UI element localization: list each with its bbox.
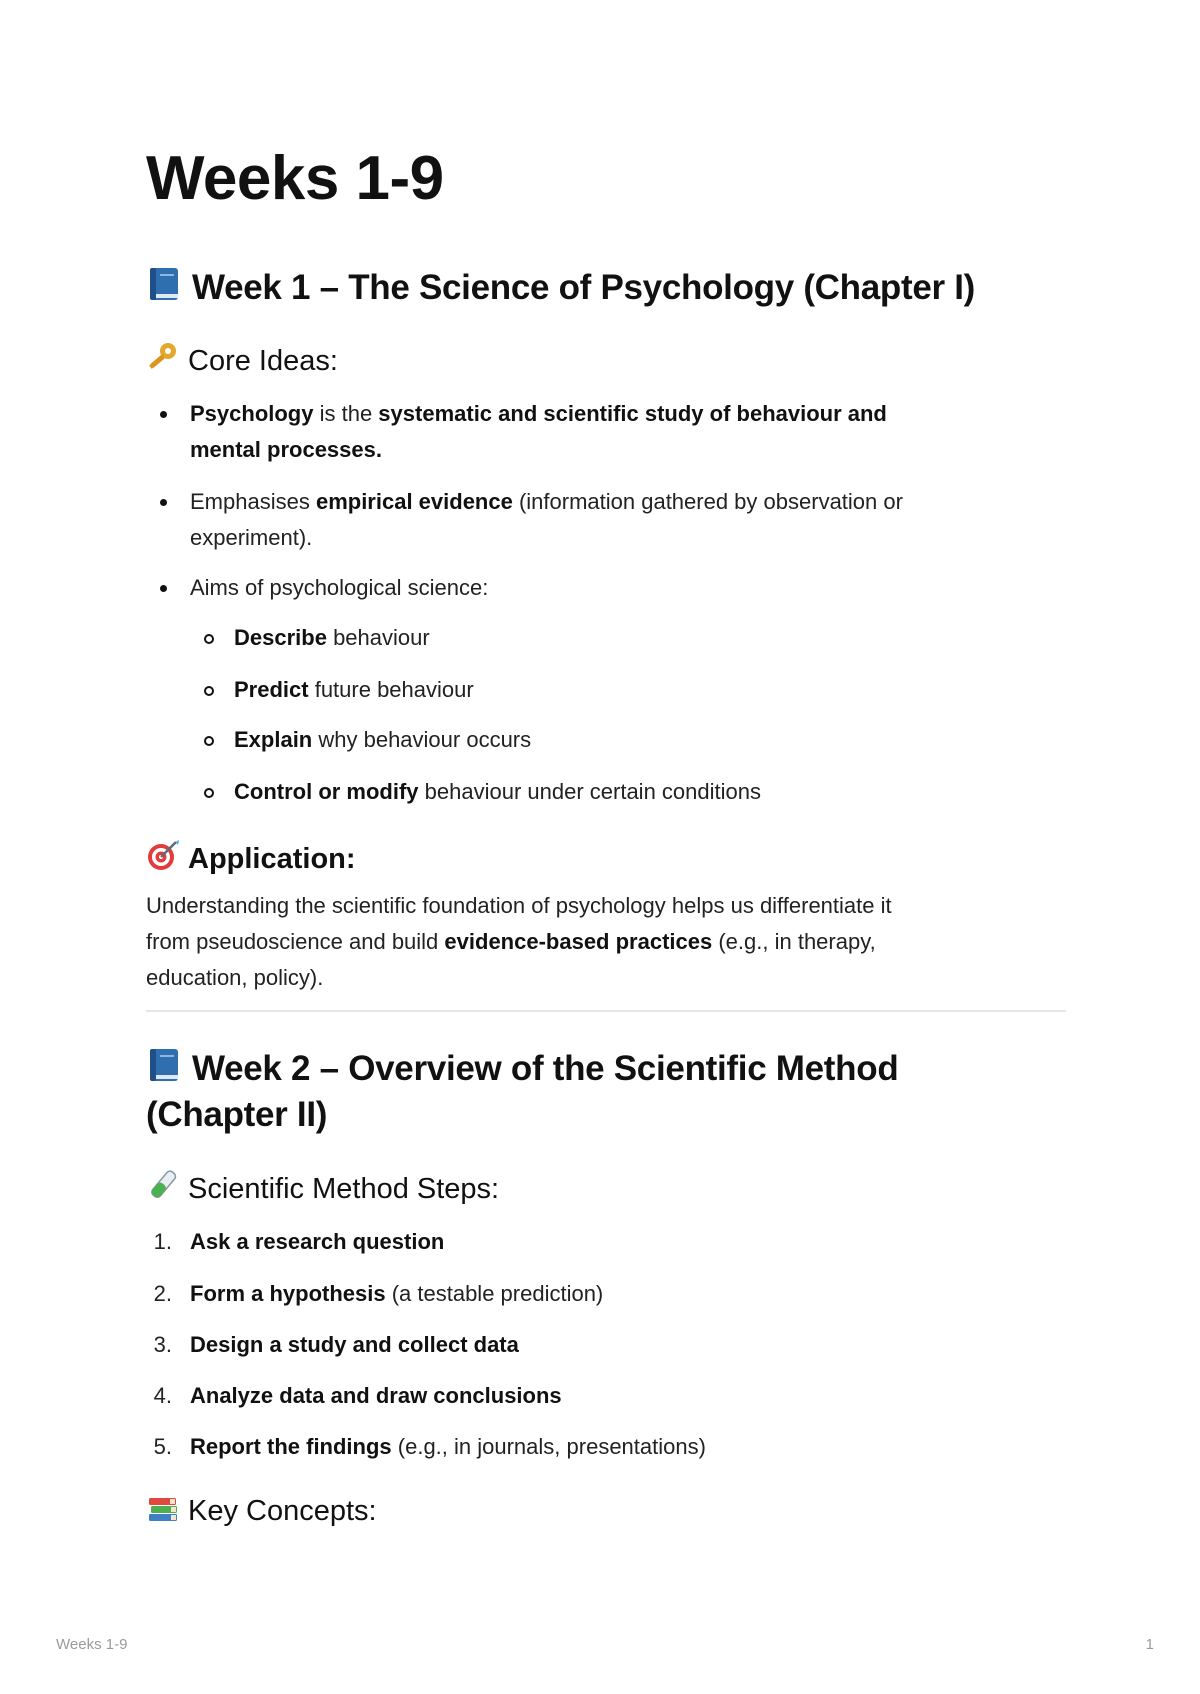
method-step [190,1327,519,1363]
text-span: behaviour under certain conditions [418,779,761,804]
bullet-marker [160,411,167,418]
week1-heading [146,265,975,315]
aim-item [234,672,474,708]
bold-span: Analyze data and draw conclusions [190,1383,562,1408]
text-span: (e.g., in therapy, [712,929,876,954]
application-line-3: education, policy). [146,965,324,990]
week1-heading-text: Week 1 – The Science of Psychology (Chapter I) [192,268,976,307]
bullet-marker [160,585,167,592]
text-span: (e.g., in journals, presentations) [391,1434,706,1459]
sub-bullet-marker [204,788,214,798]
list-number: 3. [153,1332,172,1357]
list-number: 5. [153,1434,172,1459]
bold-span: mental processes. [190,437,382,462]
list-number: 4. [153,1383,172,1408]
method-step [190,1429,706,1465]
core-ideas-heading-text: Core Ideas: [188,345,338,377]
text-span: (a testable prediction) [385,1281,604,1306]
term-psychology: Psychology [190,401,314,426]
term-empirical-evidence: empirical evidence [315,489,513,514]
sub-bullet-marker [204,634,214,644]
application-line-2 [146,924,876,960]
list-number: 2. [153,1281,172,1306]
footer-document-title: Weeks 1-9 [56,1636,128,1653]
blue-book-icon [146,1046,184,1096]
bold-span: Describe [234,625,327,650]
test-tube-icon [146,1168,180,1211]
bold-span: Predict [234,677,309,702]
text-span: why behaviour occurs [312,727,532,752]
core-bullet-2 [190,484,903,520]
text-span: Emphasises [190,489,316,514]
bold-span: Report the findings [190,1434,392,1459]
text-span: future behaviour [308,677,474,702]
key-icon [146,340,180,383]
core-ideas-heading [146,340,338,383]
method-step [190,1224,444,1260]
method-steps-heading-text: Scientific Method Steps: [188,1173,500,1205]
text-span: behaviour [326,625,430,650]
bold-span: Ask a research question [190,1229,445,1254]
text-span: (information gathered by observation or [512,489,903,514]
text-span: from pseudoscience and build [146,929,445,954]
sub-bullet-marker [204,686,214,696]
books-icon [146,1490,180,1533]
section-divider [146,1010,1066,1012]
week2-heading-cont: (Chapter II) [146,1095,328,1134]
page-title: Weeks 1-9 [146,144,444,213]
core-bullet-1-cont [190,432,382,468]
key-concepts-heading [146,1490,377,1533]
term-evidence-based-practices: evidence-based practices [444,929,713,954]
week2-heading-text: Week 2 – Overview of the Scientific Method [192,1049,899,1088]
core-bullet-2-cont: experiment). [190,525,313,550]
core-bullet-1 [190,396,887,432]
bullet-marker [160,499,167,506]
list-number: 1. [153,1229,172,1254]
sub-bullet-marker [204,736,214,746]
key-concepts-heading-text: Key Concepts: [188,1495,377,1527]
bold-span: Form a hypothesis [190,1281,386,1306]
week2-heading [146,1046,898,1096]
bold-span: Explain [234,727,313,752]
bold-span: Design a study and collect data [190,1332,519,1357]
blue-book-icon [146,265,184,315]
footer-page-number: 1 [1145,1636,1154,1653]
aim-item [234,722,531,758]
text-span: is the [313,401,379,426]
method-step [190,1276,603,1312]
method-step [190,1378,562,1414]
aim-item [234,620,430,656]
aim-item [234,774,761,810]
bold-span: Control or modify [234,779,419,804]
application-line-1: Understanding the scientific foundation of psychology helps us differentiate it [146,893,892,918]
method-steps-heading [146,1168,499,1211]
application-heading [146,838,356,881]
target-icon [146,838,180,881]
core-bullet-3: Aims of psychological science: [190,575,489,600]
bold-span: systematic and scientific study of behaviour and [378,401,887,426]
application-heading-text: Application: [188,843,356,875]
